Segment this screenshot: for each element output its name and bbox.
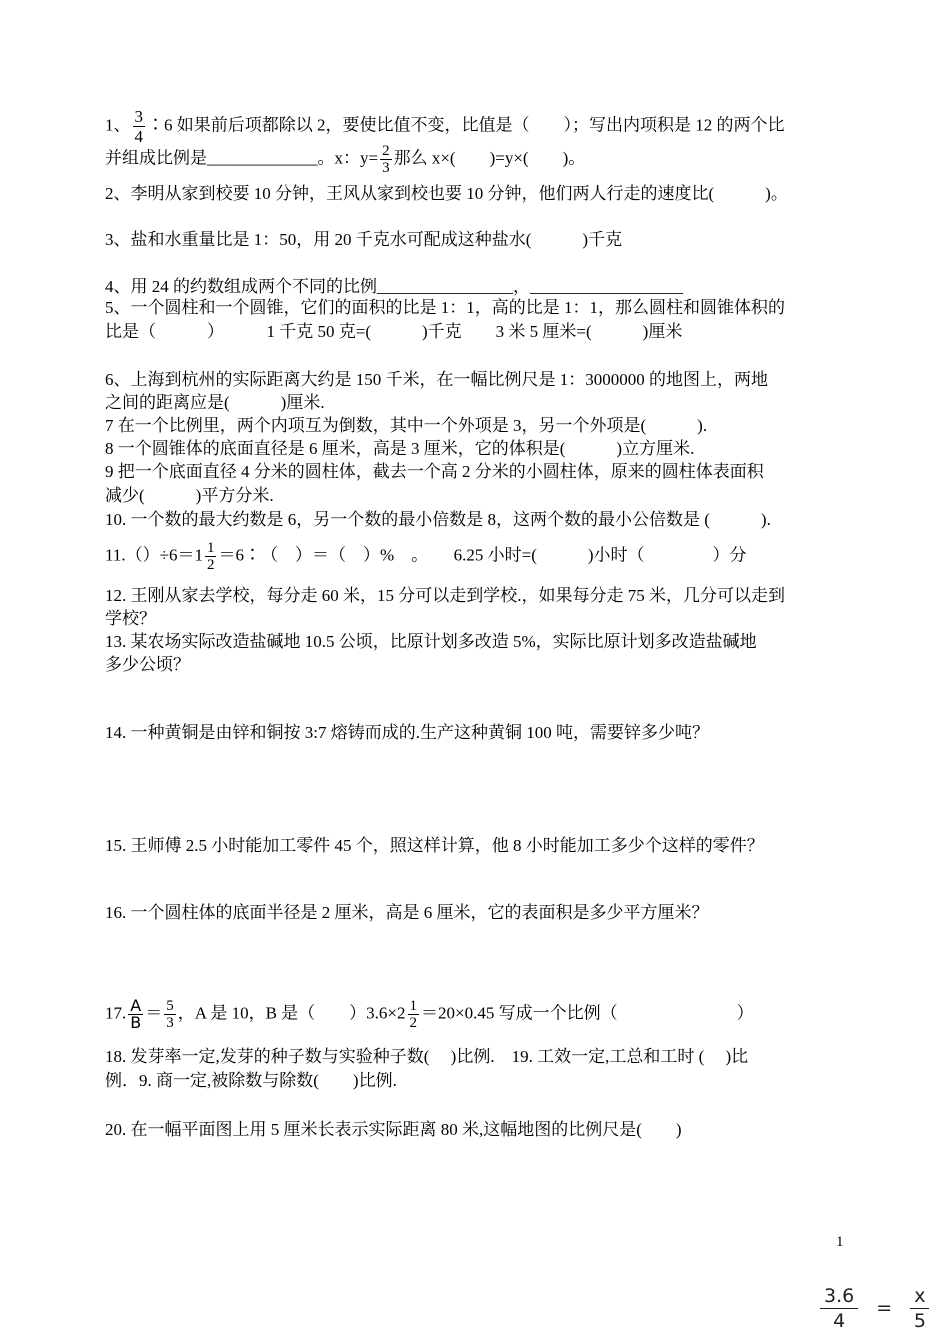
q1-fraction-denominator: 4 [134,127,143,146]
q17-fraction-1-numerator: A [128,998,143,1015]
q17-equals: ＝ [145,1003,163,1023]
q11-fraction-numerator: 1 [206,540,215,556]
question-12-line-2: 学校？ [105,609,156,628]
q17-fraction-5-over-3 [164,998,176,1031]
q1-prefix: 1、 [105,115,131,135]
question-12-line-1: 12. 王刚从家去学校，每分走 60 米，15 分可以走到学校.，如果每分走 75 米，几分可以走到 [105,586,785,605]
question-1-line-2 [105,143,585,176]
q17-text-c: ＝20×0.45 写成一个比例（ ） [421,1003,754,1023]
question-10: 10. 一个数的最大约数是 6，另一个数的最小倍数是 8，这两个数的最小公倍数是 ( ). [105,510,771,529]
question-3: 3、盐和水重量比是 1：50，用 20 千克水可配成这种盐水( )千克 [105,230,623,249]
question-2: 2、李明从家到校要 10 分钟，王风从家到校也要 10 分钟，他们两人行走的速度比( )。 [105,184,788,203]
corner-right-denominator: 5 [913,1310,926,1332]
corner-left-numerator: 3.6 [820,1284,858,1309]
question-15: 15. 王师傅 2.5 小时能加工零件 45 个，照这样计算，他 8 小时能加工多少个这样的零件？ [105,836,764,855]
q11-text-a: 11.（）÷6＝1 [105,545,203,565]
question-6-line-2: 之间的距离应是( )厘米. [105,393,325,412]
question-6-line-1: 6、上海到杭州的实际距离大约是 150 千米，在一幅比例尺是 1：3000000 的地图上，两地 [105,370,768,389]
q11-fraction [205,540,217,573]
question-5-line-2: 比是（ ） 1 千克 50 克=( )千克 3 米 5 厘米=( )厘米 [105,322,683,341]
q1-fraction [133,107,146,146]
corner-right-numerator: x [910,1284,929,1309]
question-1-line-1 [105,107,785,146]
question-11 [105,540,747,573]
question-5-line-1: 5、一个圆柱和一个圆锥，它们的面积的比是 1：1，高的比是 1：1，那么圆柱和圆锥体积的 [105,298,785,317]
q17-text-b: ，A 是 10，B 是（ ）3.6×2 [177,1003,406,1023]
q17-fraction-1-denominator: B [130,1013,142,1032]
question-9-line-2: 减少( )平方分米. [105,486,274,505]
q17-fraction-3-denominator: 2 [409,1015,417,1031]
q1-fraction-numerator: 3 [134,107,143,126]
question-17 [105,998,754,1031]
q1-fraction-2-numerator: 2 [382,143,390,159]
q17-fraction-3-numerator: 1 [409,998,417,1014]
q1-text-2a: 并组成比例是_____________。x：y= [105,148,379,168]
question-7: 7 在一个比例里，两个内项互为倒数，其中一个外项是 3，另一个外项是( ). [105,416,708,435]
q1-text-2b: 那么 x×( )=y×( )。 [393,148,586,168]
page-number: 1 [836,1234,844,1250]
question-13-line-1: 13. 某农场实际改造盐碱地 10.5 公顷，比原计划多改造 5%，实际比原计划多改造盐碱地 [105,632,757,651]
q1-fraction-2 [380,143,392,176]
q17-fraction-a-over-b [128,998,143,1031]
question-8: 8 一个圆锥体的底面直径是 6 厘米，高是 3 厘米，它的体积是( )立方厘米. [105,439,695,458]
question-18-line-1: 18. 发芽率一定,发芽的种子数与实验种子数( )比例. 19. 工效一定,工总和工时 ( )比 [105,1047,749,1066]
corner-equation [818,1284,931,1333]
q11-text-b: ＝6∶（ ）＝（ ）% 。 6.25 小时=( )小时（ ）分 [218,545,747,565]
q1-text: ∶6 如果前后项都除以 2，要使比值不变，比值是（ ）；写出内项积是 12 的两个比 [147,115,785,135]
q1-fraction-2-denominator: 3 [382,160,390,176]
question-9-line-1: 9 把一个底面直径 4 分米的圆柱体，截去一个高 2 分米的小圆柱体，原来的圆柱体表面积 [105,462,764,481]
q17-text-a: 17. [105,1003,127,1023]
corner-fraction-right [910,1284,929,1333]
q17-fraction-1-over-2 [408,998,420,1031]
question-16: 16. 一个圆柱体的底面半径是 2 厘米，高是 6 厘米，它的表面积是多少平方厘米？ [105,903,709,922]
q17-fraction-2-numerator: 5 [166,998,174,1014]
question-14: 14. 一种黄铜是由锌和铜按 3:7 熔铸而成的.生产这种黄铜 100 吨，需要锌多少吨？ [105,723,709,742]
q17-fraction-2-denominator: 3 [166,1015,174,1031]
question-13-line-2: 多少公顷？ [105,655,190,674]
corner-left-denominator: 4 [833,1310,846,1332]
q11-fraction-denominator: 2 [206,557,215,573]
question-4: 4、用 24 的约数组成两个不同的比例________________，__________________ [105,277,683,296]
corner-equals: = [876,1297,893,1319]
corner-fraction-left [820,1284,858,1333]
question-20: 20. 在一幅平面图上用 5 厘米长表示实际距离 80 米,这幅地图的比例尺是( ) [105,1120,682,1139]
question-18-line-2: 例．9. 商一定,被除数与除数( )比例. [105,1071,397,1090]
